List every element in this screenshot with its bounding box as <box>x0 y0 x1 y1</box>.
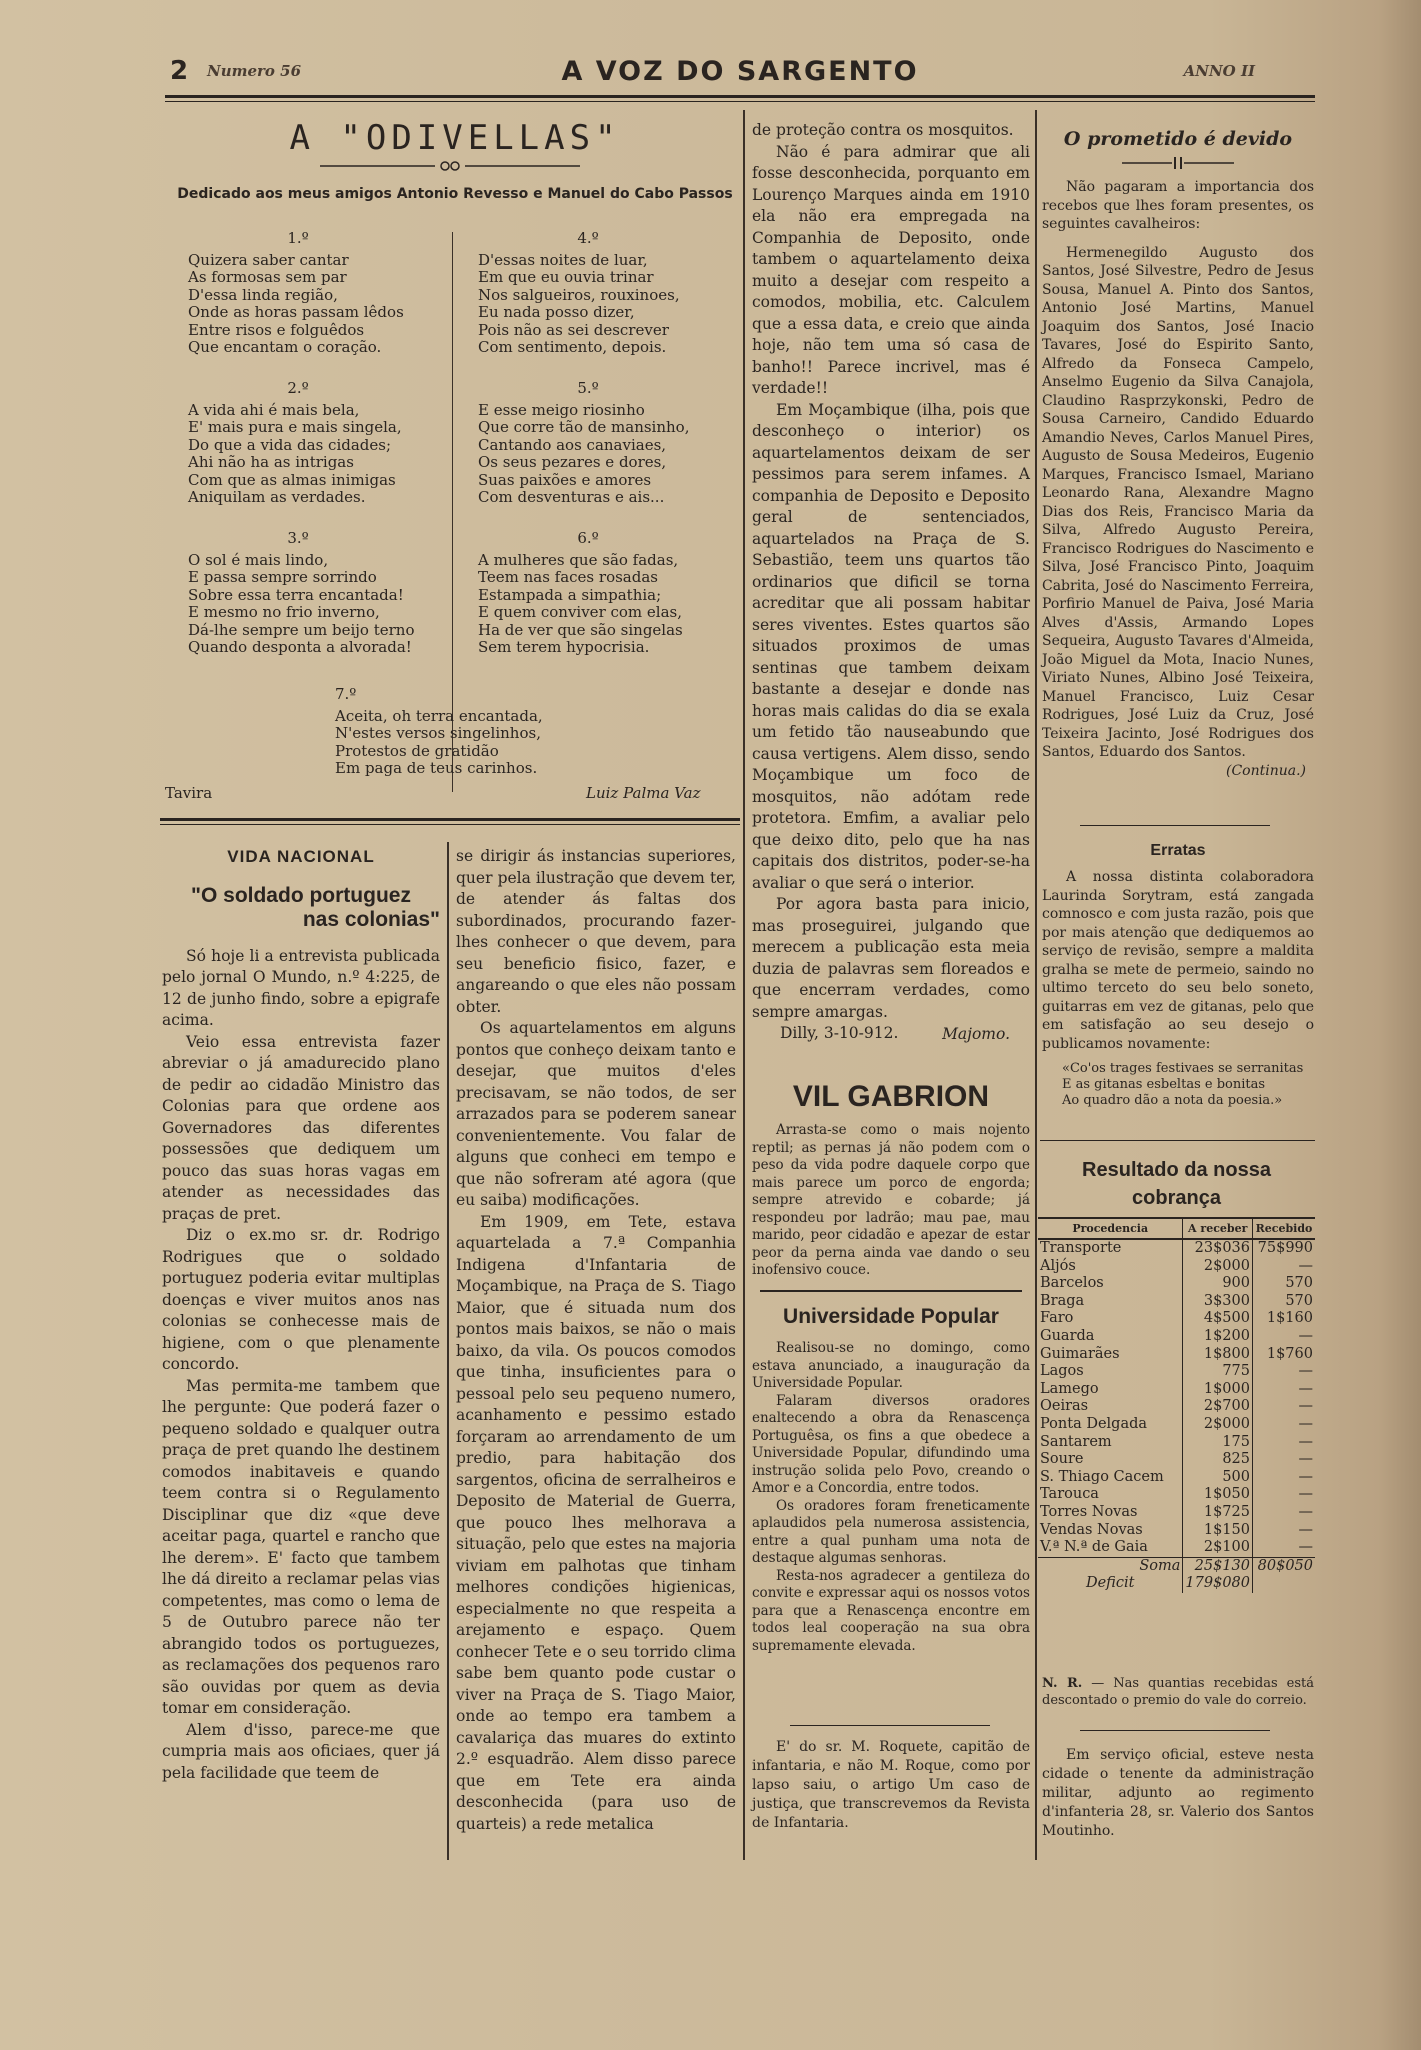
verse: Ahi não ha as intrigas <box>188 453 354 471</box>
table-row <box>1038 1275 1315 1293</box>
column-rule <box>743 110 745 1860</box>
vida-nacional-col1 <box>162 846 440 1784</box>
recebido-cell: — <box>1253 1469 1316 1487</box>
article-title-2: nas colonias" <box>302 907 440 931</box>
deficit-row <box>1038 1575 1315 1593</box>
recebido-cell: — <box>1253 1522 1316 1540</box>
masthead <box>165 50 1315 94</box>
verse: Dá-lhe sempre um beijo terno <box>188 620 415 639</box>
a-receber-cell: 3$300 <box>1183 1293 1253 1311</box>
recebido-cell: — <box>1253 1486 1316 1504</box>
verse: Protestos de gratidão <box>335 741 499 760</box>
vil-gabrion <box>752 1078 1030 1280</box>
table-row <box>1038 1486 1315 1504</box>
verse: Cantando aos canaviaes, <box>478 435 667 454</box>
verse: Com que as almas inimigas <box>188 470 396 489</box>
poem-title: A "ODIVELLAS" <box>289 118 621 158</box>
paragraph: se dirigir ás instancias superiores, quer pela ilustração que devem ter, de atender ás faltas dos subordinados, procurando fazer-lhes conhecer o que devem, para seu beneficio fisico, fazer, e angareando o que eles não possam obter. <box>456 847 736 1016</box>
procedencia-cell: Lagos <box>1040 1363 1084 1380</box>
article-title: Erratas <box>1150 842 1206 859</box>
a-receber-cell: 1$725 <box>1183 1504 1253 1522</box>
procedencia-cell: S. Thiago Cacem <box>1040 1468 1164 1485</box>
recebido-cell: 570 <box>1253 1293 1316 1311</box>
deficit-value: 179$080 <box>1183 1575 1253 1593</box>
a-receber-cell: 825 <box>1183 1451 1253 1469</box>
recebido-cell: — <box>1253 1434 1316 1452</box>
paragraph: Por agora basta para inicio, mas proseguirei, julgando que merecem a publicação esta meia duzia de palavras sem floreados e que encerram verdades, como sempre amargas. <box>752 895 1030 1021</box>
procedencia-cell: V.ª N.ª de Gaia <box>1040 1539 1148 1556</box>
verse: Entre risos e folguêdos <box>188 320 365 339</box>
name-list: Hermenegildo Augusto dos Santos, José Silvestre, Pedro de Jesus Sousa, Manuel A. Pinto dos Santos, Antonio José Martins, Manuel Joaquim dos Santos, José Inacio Tavares, José do Espirito Santo, Alfredo da Fonseca Campelo, Anselmo Eugenio da Silva Canajola, Claudino Rasprzykonski, Pedro de Sousa Carneiro, Candido Eduardo Amandio Neves, Carlos Manuel Pires, Augusto de Sousa Medeiros, Eugenio Marques, Francisco Ismael, Mariano Leonardo Rana, Alexandre Magno Dias dos Reis, Francisco Maria da Silva, Alfredo Augusto Pereira, Francisco Rodrigues do Nascimento e Silva, José Francisco Pinto, Joaquim Cabrita, José do Nascimento Ferreira, Porfirio Manuel de Paiva, José Maria Alves d'Assis, Armando Lopes Sequeira, Augusto Tavares d'Almeida, João Miguel da Mota, Inacio Nunes, Viriato Nunes, Albino José Teixeira, Manuel Francisco, Luiz Cesar Rodrigues, José Luiz da Cruz, José Teixeira Jacinto, José Rodrigues dos Santos, Eduardo dos Santos. <box>1042 244 1314 760</box>
note-label: N. R. <box>1042 1676 1083 1691</box>
section-rule-thin <box>160 824 740 825</box>
section-heading: VIDA NACIONAL <box>227 847 375 866</box>
paragraph: Diz o ex.mo sr. dr. Rodrigo Rodrigues que o soldado portuguez poderia evitar multiplas doenças e viver muitos anos nas colonias se conhecesse mais de higiene, com o que plenamente concordo. <box>162 1226 440 1373</box>
erratas <box>1042 840 1314 1109</box>
table-row <box>1038 1293 1315 1311</box>
year-label: ANNO II <box>1183 62 1255 80</box>
paragraph: A nossa distinta colaboradora Laurinda Sorytram, está zangada comnosco e com justa razão, pois que por mais atenção que dediquemos ao serviço de revisão, sempre a maldita gralha se mete de permeio, saindo no ultimo terceto do seu belo soneto, guitarras em vez de gitanas, pelo que em satisfação ao seu desejo o publicamos novamente: <box>1042 869 1314 1052</box>
cobranca-title: Resultado da nossa cobrança <box>1082 1159 1271 1209</box>
recebido-cell: — <box>1253 1328 1316 1346</box>
recebido-cell: — <box>1253 1398 1316 1416</box>
paragraph: Falaram diversos oradores enaltecendo a obra da Renascença Portuguêsa, os fins a que obedece a Universidade Popular, difundindo uma instrução solida pelo Povo, creando o Amor e a Concordia, entre todos. <box>752 1392 1030 1496</box>
paragraph: Em Moçambique (ilha, pois que desconheço o interior) os aquartelamentos deixam de ser pessimos para serem infames. A companhia de Deposito e Deposito geral de sentenciados, aquartelados na Praça de S. Sebastião, teem uns quartos tão ordinarios que dificil se torna acreditar que ali possam habitar seres viventes. Estes quartos são situados proximos de umas sentinas que tambem deixam bastante a desejar e donde nas horas mais calidas do dia se exala um fetido tão nauseabundo que causa vertigens. Alem disso, sendo Moçambique um foco de mosquitos, não adótam rede protetora. Emfim, a avaliar pelo que deixo dito, pelo que ha nas capitais dos distritos, poder-se-ha avaliar o que será o interior. <box>752 400 1030 892</box>
deficit-label: Deficit <box>1085 1575 1135 1592</box>
column-header: A receber <box>1183 1218 1253 1239</box>
paragraph: Em serviço oficial, esteve nesta cidade o tenente da administração militar, adjunto ao regimento d'infanteria 28, sr. Valerio dos Santos Moutinho. <box>1042 1747 1314 1839</box>
cobranca-note <box>1042 1676 1314 1709</box>
procedencia-cell: Aljós <box>1040 1257 1076 1274</box>
paragraph: Arrasta-se como o mais nojento reptil; as pernas já não podem com o peso da vida podre daquele corpo que mais parece um porco de engorda; sempre atrevido e cobarde; já respondeu por ladrão; mau pae, mau marido, peor cidadão e apezar de estar peor da perna ainda vae dando o seu inofensivo couce. <box>752 1122 1030 1278</box>
article-title: Universidade Popular <box>783 1305 999 1328</box>
verse: Teem nas faces rosadas <box>478 568 658 586</box>
paragraph: Não é para admirar que ali fosse desconhecida, porquanto em Lourenço Marques ainda em 1910 ela não era empregada na Companhia de Deposito, onde tambem o aquartelamento deixa muito a desejar com respeito a comodos, mobilia, etc. Calculem que a essa data, e creio que ainda hoje, não tem uma só casa de banho!! Parece incrivel, mas é verdade!! <box>752 142 1030 397</box>
a-receber-cell: 900 <box>1183 1275 1253 1293</box>
section-rule <box>1040 1140 1315 1141</box>
column-header: Procedencia <box>1038 1218 1183 1239</box>
paragraph: Os aquartelamentos em alguns pontos que conheço deixam tanto e desejar, que muitos d'eles precisavam, se não todos, de ser arrazados para se poderem sanear convenientemente. Vou falar de alguns que conheci em tempo e que não sofreram até agora (que eu saiba) modificações. <box>456 1019 736 1209</box>
paragraph: de proteção contra os mosquitos. <box>752 121 1014 139</box>
procedencia-cell: Ponta Delgada <box>1040 1415 1148 1432</box>
recebido-cell: 570 <box>1253 1275 1316 1293</box>
section-rule <box>1080 825 1270 826</box>
recebido-cell: — <box>1253 1363 1316 1381</box>
a-receber-cell: 2$100 <box>1183 1539 1253 1557</box>
a-receber-cell: 1$150 <box>1183 1522 1253 1540</box>
paragraph: E' do sr. M. Roquete, capitão de infantaria, e não M. Roque, como por lapso saiu, o artigo Um caso de justiça, que transcrevemos da Revista de Infantaria. <box>752 1739 1030 1831</box>
verse: Em paga de teus carinhos. <box>335 759 538 777</box>
newspaper-title: A VOZ DO SARGENTO <box>561 56 919 87</box>
poem-place: Tavira <box>165 784 213 802</box>
recebido-cell: 75$990 <box>1253 1239 1316 1258</box>
verse: Aceita, oh terra encantada, <box>335 706 543 725</box>
header-rule-thin <box>165 101 1315 102</box>
deficit-empty <box>1253 1575 1316 1593</box>
stanza-number: 5.º <box>577 379 599 397</box>
poem-dedication: Dedicado aos meus amigos Antonio Revesso e Manuel do Cabo Passos <box>177 186 733 202</box>
table-row <box>1038 1451 1315 1469</box>
verse: E esse meigo riosinho <box>478 400 645 419</box>
sum-row <box>1038 1557 1315 1575</box>
paragraph: Veio essa entrevista fazer abreviar o já amadurecido plano de pedir ao cidadão Ministro das Colonias para que ordene aos Governadores das diferentes possessões que dediquem um pouco das suas horas vagas em atender as necessidades das praças de pret. <box>162 1032 440 1223</box>
stanza-number: 4.º <box>577 229 599 247</box>
verse: Sem terem hypocrisia. <box>478 638 650 656</box>
verse: Os seus pezares e dores, <box>478 453 667 471</box>
verse: Quizera saber cantar <box>188 250 349 269</box>
verse: Sobre essa terra encantada! <box>188 585 404 604</box>
table-header-row <box>1038 1218 1315 1239</box>
table-row <box>1038 1539 1315 1557</box>
verse: E mesmo no frio inverno, <box>188 603 380 621</box>
servico-oficial <box>1042 1746 1314 1841</box>
verse: Eu nada posso dizer, <box>478 303 635 321</box>
a-receber-cell: 1$800 <box>1183 1346 1253 1364</box>
verse: A mulheres que são fadas, <box>478 550 679 569</box>
a-receber-cell: 1$200 <box>1183 1328 1253 1346</box>
column-header: Recebido <box>1253 1218 1316 1239</box>
table-row <box>1038 1416 1315 1434</box>
recebido-cell: — <box>1253 1504 1316 1522</box>
note-text: — Nas quantias recebidas está descontado o premio do vale do correio. <box>1042 1676 1314 1708</box>
note-paragraph <box>1042 1676 1314 1709</box>
paragraph: Mas permita-me tambem que lhe pergunte: Que poderá fazer o pequeno soldado e qualquer outra praça de pret quando lhe destinem comodos inabitaveis e quando teem contra si o Regulamento Disciplinar que diz «que deve aceitar paga, quartel e rancho que lhe derem». E' facto que tambem lhe dá direito a reclamar pelas vias competentes, mas como o lema de 5 de Outubro parece não ter abrangido todos os portuguezes, as reclamações dos pequenos raro são ouvidas por quem as devia tomar em consideração. <box>162 1376 440 1717</box>
article-title: O prometido é devido <box>1063 128 1293 150</box>
recebido-cell: — <box>1253 1539 1316 1557</box>
paragraph: Alem d'isso, parece-me que cumpria mais aos oficiaes, quer já pela facilidade que teem de <box>162 1720 440 1782</box>
a-receber-cell: 175 <box>1183 1434 1253 1452</box>
column-rule <box>447 842 449 1860</box>
stanza-number: 6.º <box>577 529 599 547</box>
verse: Ha de ver que são singelas <box>478 620 683 639</box>
stanza-5 <box>478 380 698 507</box>
recebido-cell: — <box>1253 1258 1316 1276</box>
verse: A vida ahi é mais bela, <box>188 400 360 419</box>
recebido-cell: — <box>1253 1451 1316 1469</box>
issue-label: Numero 56 <box>207 62 302 80</box>
quote-line: Ao quadro dão a nota da poesia.» <box>1062 1093 1283 1108</box>
table-row <box>1038 1346 1315 1364</box>
quote-line: «Co'os trages festivaes se serranitas <box>1062 1061 1304 1076</box>
stanza-7 <box>335 686 543 778</box>
paragraph: Resta-nos agradecer a gentileza do convite e expressar aqui os nossos votos para que a Renascença encontre em todos leal cooperação na sua obra supremamente elevada. <box>752 1567 1030 1654</box>
procedencia-cell: Transporte <box>1040 1240 1122 1256</box>
verse: Aniquilam as verdades. <box>188 488 366 506</box>
a-receber-cell: 2$000 <box>1183 1416 1253 1434</box>
sum-receber: 25$130 <box>1183 1557 1253 1575</box>
verse: Com desventuras e ais... <box>478 488 665 506</box>
article-title: VIL GABRION <box>792 1080 990 1113</box>
table-row <box>1038 1504 1315 1522</box>
stanza-6 <box>478 530 698 657</box>
verse: Em que eu ouvia trinar <box>478 268 654 286</box>
procedencia-cell: Vendas Novas <box>1040 1521 1143 1538</box>
section-rule <box>160 818 740 821</box>
recebido-cell: 1$160 <box>1253 1310 1316 1328</box>
roquete-note <box>752 1738 1030 1833</box>
a-receber-cell: 500 <box>1183 1469 1253 1487</box>
table-row <box>1038 1434 1315 1452</box>
table-row <box>1038 1381 1315 1399</box>
table-row <box>1038 1328 1315 1346</box>
paragraph: Em 1909, em Tete, estava aquartelada a 7.ª Companhia Indigena d'Infantaria de Moçambique, na Praça de S. Tiago Maior, que é situada num dos pontos mais baixos, se não o mais baixo, da vila. Os poucos comodos que tinha, insuficientes para o pessoal pelo seu pequeno numero, acanhamento e pessimo estado forçaram ao arrendamento de um predio, para habitação dos sargentos, oficina de serralheiros e Deposito de Material de Guerra, que pouco lhes melhorava a situação, pelo que estes na majoria viviam em palhotas que tinham melhores condições higienicas, especialmente no que respeita a arejamento e espaço. Quem conhecer Tete e o seu torrido clima sabe bem quanto pode custar o viver na Praça de S. Tiago Maior, onde ao tempo era tambem a cavalariça das muares do extinto 2.º esquadrão. Alem disso parece que em Tete era ainda desconhecida (para uso de quarteis) a rede metalica <box>456 1212 736 1833</box>
stanza-number: 7.º <box>335 685 357 703</box>
table-row <box>1038 1363 1315 1381</box>
a-receber-cell: 775 <box>1183 1363 1253 1381</box>
verse: Pois não as sei descrever <box>478 320 669 339</box>
verse: E' mais pura e mais singela, <box>188 418 402 436</box>
paragraph: Não pagaram a importancia dos recebos que lhes foram presentes, os seguintes cavalheiros: <box>1042 179 1314 232</box>
table-row <box>1038 1522 1315 1540</box>
verse: Do que a vida das cidades; <box>188 435 392 454</box>
paragraph: Realisou-se no domingo, como estava anunciado, a inauguração da Universidade Popular. <box>752 1340 1030 1391</box>
section-rule <box>790 1725 990 1726</box>
stanza-number: 3.º <box>287 529 309 547</box>
a-receber-cell: 23$036 <box>1183 1239 1253 1258</box>
sum-label: Soma <box>1038 1557 1183 1575</box>
verse: Que corre tão de mansinho, <box>478 418 690 436</box>
verse: N'estes versos singelinhos, <box>335 724 541 742</box>
procedencia-cell: Faro <box>1040 1310 1074 1327</box>
verse: D'essa linda região, <box>188 285 338 304</box>
verse: As formosas sem par <box>188 268 347 286</box>
quote-line: E as gitanas esbeltas e bonitas <box>1062 1077 1266 1092</box>
verse: Nos salgueiros, rouxinoes, <box>478 285 680 304</box>
recebido-cell: — <box>1253 1416 1316 1434</box>
verse: Com sentimento, depois. <box>478 338 667 356</box>
verse: Suas paixões e amores <box>478 470 652 489</box>
procedencia-cell: Guimarães <box>1040 1345 1120 1362</box>
a-receber-cell: 1$000 <box>1183 1381 1253 1399</box>
stanza-3 <box>188 530 415 657</box>
continua-label: (Continua.) <box>1225 762 1306 779</box>
poem-author: Luiz Palma Vaz <box>586 784 701 802</box>
verse: D'essas noites de luar, <box>478 250 648 269</box>
article-title: "O soldado portuguez <box>191 883 411 907</box>
procedencia-cell: Guarda <box>1040 1327 1095 1344</box>
table-row <box>1038 1310 1315 1328</box>
table-row <box>1038 1398 1315 1416</box>
vida-nacional-col2 <box>456 846 736 1835</box>
stanza-number: 1.º <box>287 229 309 247</box>
table-row <box>1038 1469 1315 1487</box>
procedencia-cell: Oeiras <box>1040 1398 1089 1415</box>
procedencia-cell: Lamego <box>1040 1380 1099 1397</box>
verse: Que encantam o coração. <box>188 338 382 356</box>
a-receber-cell: 2$000 <box>1183 1258 1253 1276</box>
ornament-rule <box>1042 156 1314 170</box>
prometido <box>1042 126 1314 780</box>
table-row <box>1038 1258 1315 1276</box>
verse: Onde as horas passam lêdos <box>188 303 404 321</box>
recebido-cell: 1$760 <box>1253 1346 1316 1364</box>
procedencia-cell: Santarem <box>1040 1433 1112 1450</box>
header-rule <box>165 95 1315 98</box>
verse: Estampada a simpathia; <box>478 585 662 604</box>
section-rule <box>1080 1730 1270 1731</box>
verse: E quem conviver com elas, <box>478 603 683 621</box>
procedencia-cell: Barcelos <box>1040 1275 1104 1292</box>
a-receber-cell: 2$700 <box>1183 1398 1253 1416</box>
procedencia-cell: Soure <box>1040 1451 1084 1468</box>
section-rule <box>760 1290 1022 1292</box>
stanza-number: 2.º <box>287 379 309 397</box>
procedencia-cell: Tarouca <box>1040 1486 1099 1503</box>
article-author: Majomo. <box>942 1024 1010 1043</box>
vida-nacional-col3 <box>752 120 1030 1045</box>
article-date: Dilly, 3-10-912. <box>780 1024 899 1042</box>
paragraph: Só hoje li a entrevista publicada pelo jornal O Mundo, n.º 4:225, de 12 de junho findo, sobre a epigrafe acima. <box>162 946 440 1029</box>
stanza-4 <box>478 230 698 357</box>
stanza-1 <box>188 230 408 357</box>
procedencia-cell: Torres Novas <box>1040 1503 1138 1520</box>
stanza-2 <box>188 380 408 507</box>
paragraph: Os oradores foram freneticamente aplaudidos pela numerosa assistencia, entre a qual punham uma nota de destaque algumas senhoras. <box>752 1497 1030 1566</box>
a-receber-cell: 4$500 <box>1183 1310 1253 1328</box>
column-rule <box>1035 110 1037 1860</box>
ornament-rule <box>320 160 580 172</box>
a-receber-cell: 1$050 <box>1183 1486 1253 1504</box>
recebido-cell: — <box>1253 1381 1316 1399</box>
verse: O sol é mais lindo, <box>188 550 329 569</box>
universidade-popular <box>752 1302 1030 1655</box>
table-row <box>1038 1239 1315 1258</box>
page-number: 2 <box>170 56 189 86</box>
procedencia-cell: Braga <box>1040 1292 1085 1309</box>
verse: E passa sempre sorrindo <box>188 568 377 586</box>
sum-recebido: 80$050 <box>1253 1557 1316 1575</box>
verse: Quando desponta a alvorada! <box>188 638 412 656</box>
cobranca-table <box>1038 1217 1315 1593</box>
